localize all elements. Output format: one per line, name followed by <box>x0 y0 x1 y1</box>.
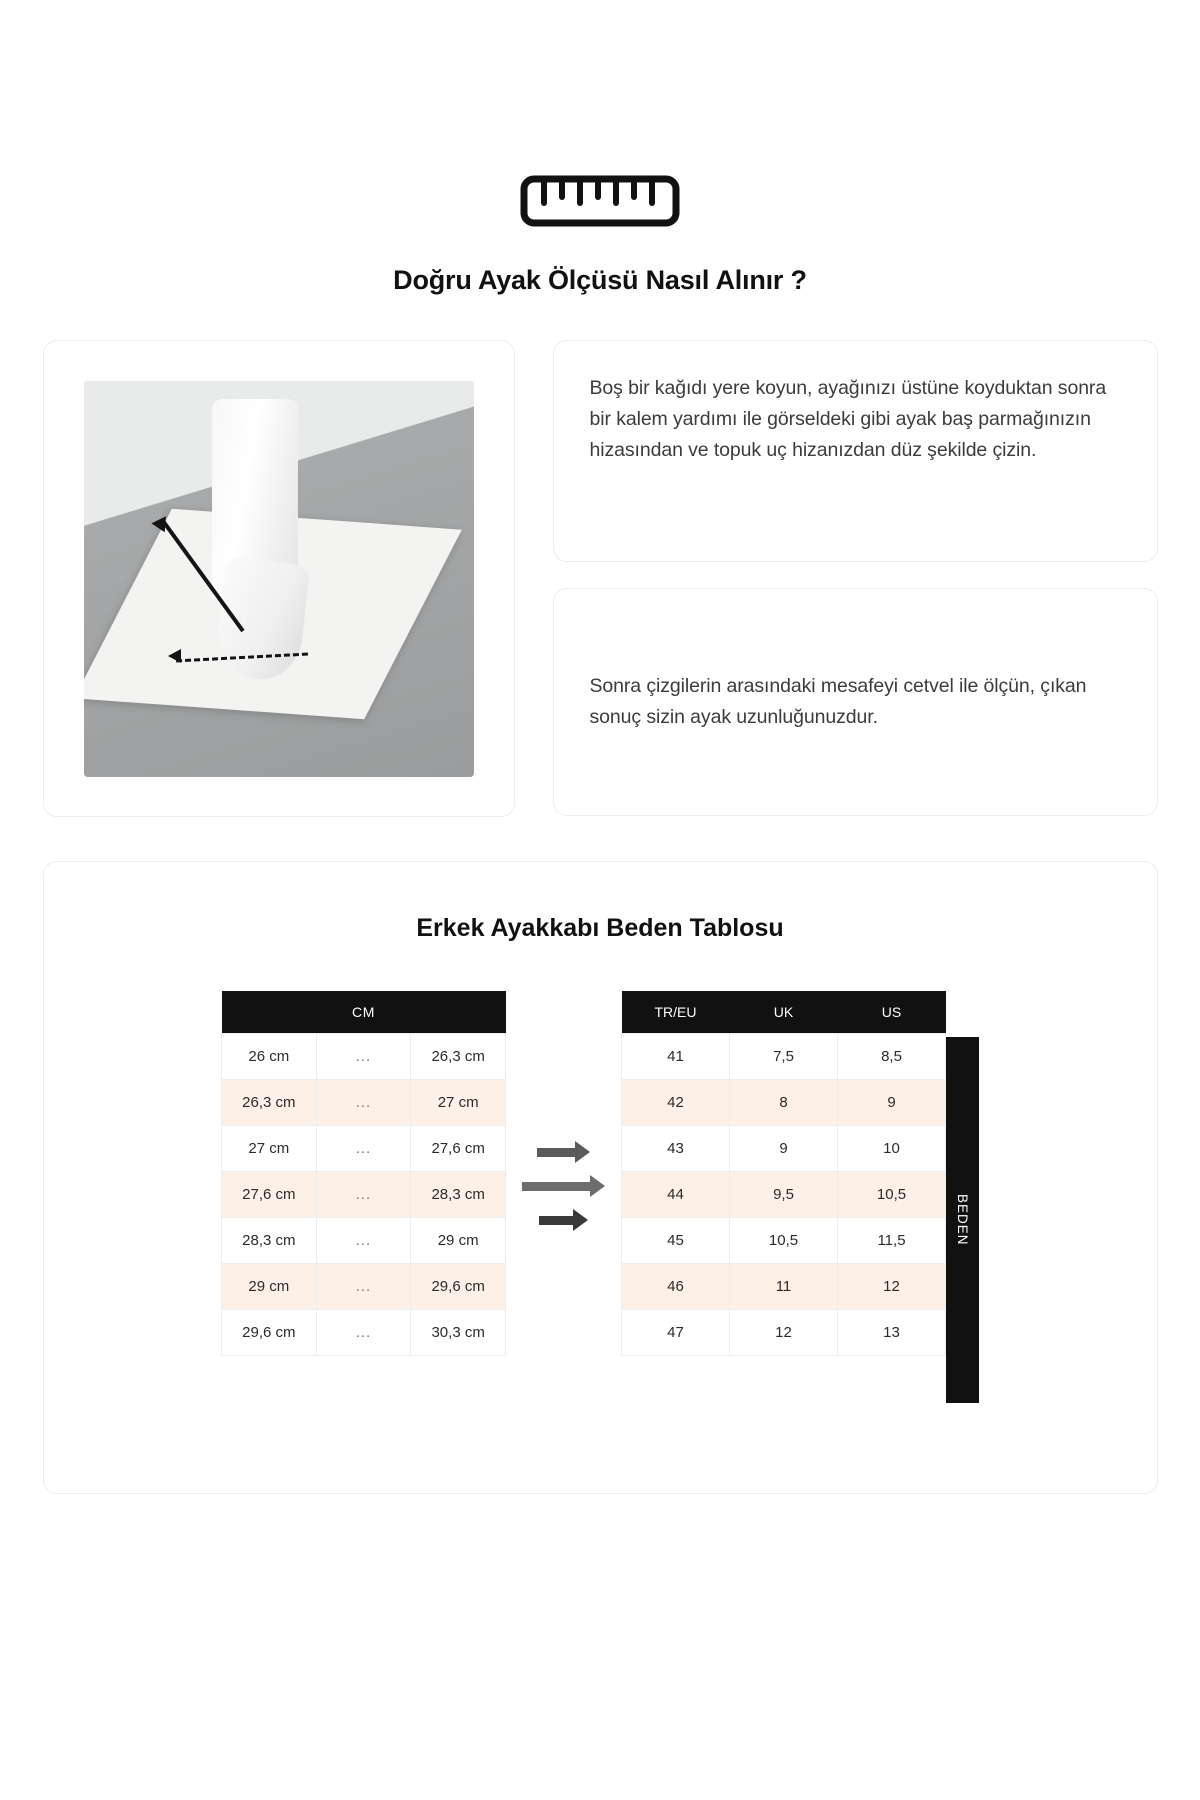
size-header-tr-eu: TR/EU <box>622 991 730 1034</box>
cm-to: 26,3 cm <box>411 1034 506 1080</box>
instructions-column <box>553 340 1158 816</box>
intro-section <box>43 340 1158 817</box>
table-row <box>622 1034 946 1080</box>
size-chart-title: Erkek Ayakkabı Beden Tablosu <box>416 914 784 942</box>
size-tr-eu: 41 <box>622 1034 730 1080</box>
size-uk: 11 <box>730 1264 838 1310</box>
size-tr-eu: 46 <box>622 1264 730 1310</box>
arrow-right-icon <box>539 1209 588 1231</box>
cm-dots: ... <box>316 1310 411 1356</box>
size-us: 9 <box>838 1080 946 1126</box>
size-us: 12 <box>838 1264 946 1310</box>
foot-photo-card <box>43 340 515 817</box>
ruler-icon-wrapper <box>43 175 1158 227</box>
table-row <box>222 1080 506 1126</box>
cm-to: 29 cm <box>411 1218 506 1264</box>
cm-table <box>221 991 506 1356</box>
size-tr-eu: 42 <box>622 1080 730 1126</box>
table-row <box>622 1126 946 1172</box>
instruction-text-2: Sonra çizgilerin arasındaki mesafeyi cetvel ile ölçün, çıkan sonuç sizin ayak uzunluğunuzdur. <box>589 675 1087 728</box>
foot-measurement-photo <box>84 381 474 777</box>
cm-from: 26,3 cm <box>222 1080 317 1126</box>
table-row <box>222 1218 506 1264</box>
beden-side-label-text: BEDEN <box>955 1194 970 1246</box>
size-uk: 8 <box>730 1080 838 1126</box>
size-chart-tables <box>44 991 1157 1403</box>
size-table <box>621 991 946 1356</box>
size-us: 8,5 <box>838 1034 946 1080</box>
size-us: 13 <box>838 1310 946 1356</box>
size-us: 11,5 <box>838 1218 946 1264</box>
size-uk: 10,5 <box>730 1218 838 1264</box>
table-row <box>622 1218 946 1264</box>
cm-dots: ... <box>316 1218 411 1264</box>
ruler-icon <box>520 175 680 227</box>
size-uk: 12 <box>730 1310 838 1356</box>
cm-to: 29,6 cm <box>411 1264 506 1310</box>
arrow-right-icon <box>537 1141 590 1163</box>
size-tr-eu: 45 <box>622 1218 730 1264</box>
table-row <box>222 1264 506 1310</box>
cm-dots: ... <box>316 1172 411 1218</box>
size-tr-eu: 47 <box>622 1310 730 1356</box>
table-row <box>222 1172 506 1218</box>
size-tr-eu: 43 <box>622 1126 730 1172</box>
conversion-arrows <box>506 991 621 1231</box>
size-us: 10,5 <box>838 1172 946 1218</box>
size-tr-eu: 44 <box>622 1172 730 1218</box>
cm-from: 26 cm <box>222 1034 317 1080</box>
table-row <box>222 1310 506 1356</box>
cm-from: 28,3 cm <box>222 1218 317 1264</box>
size-us: 10 <box>838 1126 946 1172</box>
cm-dots: ... <box>316 1080 411 1126</box>
table-row <box>622 1264 946 1310</box>
size-uk: 7,5 <box>730 1034 838 1080</box>
size-chart-card <box>43 861 1158 1494</box>
cm-dots: ... <box>316 1126 411 1172</box>
table-row <box>222 1126 506 1172</box>
table-row <box>622 1080 946 1126</box>
instruction-card-1 <box>553 340 1158 562</box>
arrow-right-icon <box>522 1175 605 1197</box>
table-row <box>622 1310 946 1356</box>
beden-side-label <box>946 1037 979 1403</box>
table-row <box>622 1172 946 1218</box>
cm-dots: ... <box>316 1264 411 1310</box>
photo-dashed-arrowhead <box>168 649 181 663</box>
size-header-uk: UK <box>730 991 838 1034</box>
cm-to: 27,6 cm <box>411 1126 506 1172</box>
cm-from: 27,6 cm <box>222 1172 317 1218</box>
cm-to: 30,3 cm <box>411 1310 506 1356</box>
size-uk: 9 <box>730 1126 838 1172</box>
instruction-text-1: Boş bir kağıdı yere koyun, ayağınızı üstüne koyduktan sonra bir kalem yardımı ile görseldeki gibi ayak baş parmağınızın hizasından ve topuk uç hizanızdan düz şekilde çizin. <box>589 377 1107 461</box>
cm-from: 27 cm <box>222 1126 317 1172</box>
size-header-us: US <box>838 991 946 1034</box>
cm-from: 29 cm <box>222 1264 317 1310</box>
cm-from: 29,6 cm <box>222 1310 317 1356</box>
cm-table-header: CM <box>222 991 506 1034</box>
page-title: Doğru Ayak Ölçüsü Nasıl Alınır ? <box>393 265 807 295</box>
cm-dots: ... <box>316 1034 411 1080</box>
instruction-card-2 <box>553 588 1158 816</box>
size-uk: 9,5 <box>730 1172 838 1218</box>
table-row <box>222 1034 506 1080</box>
cm-to: 27 cm <box>411 1080 506 1126</box>
cm-to: 28,3 cm <box>411 1172 506 1218</box>
